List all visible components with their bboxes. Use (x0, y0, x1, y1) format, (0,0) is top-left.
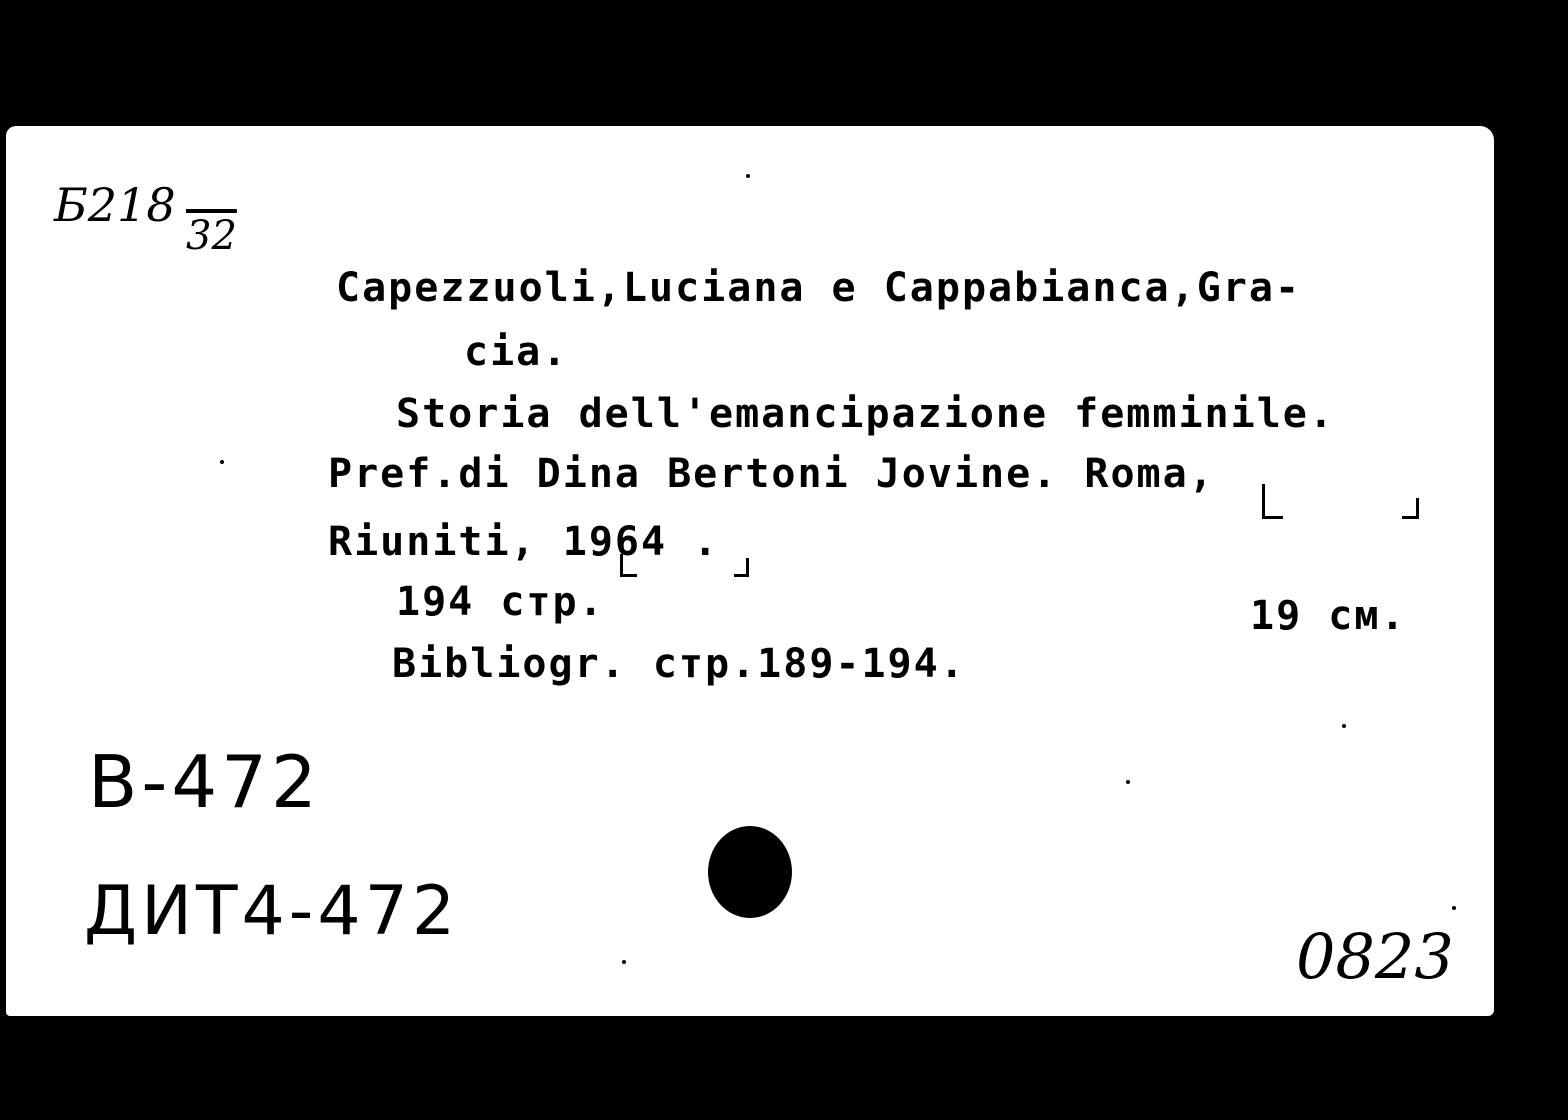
imprint-line-2: Riuniti, 1964 . (328, 519, 720, 565)
call-number-1: В-472 (88, 740, 321, 824)
speck (1342, 724, 1346, 728)
punch-hole (708, 826, 792, 918)
imprint-line-1: Pref.di Dina Bertoni Jovine. Roma, (328, 451, 1215, 497)
speck (622, 960, 626, 964)
speck (746, 174, 750, 178)
call-number-2: ДИТ4-472 (84, 872, 460, 951)
title-line: Storia dell'emancipazione femminile. (396, 391, 1335, 437)
inventory-number: 0823 (1296, 920, 1454, 993)
shelf-mark-main: Б218 (54, 178, 176, 232)
bibliography-line: Bibliogr. стр.189-194. (392, 641, 966, 687)
bracket-mark (734, 558, 749, 577)
author-line-2: cia. (464, 329, 569, 375)
bracket-mark (620, 554, 637, 577)
author-line-1: Capezzuoli,Luciana e Cappabianca,Gra- (336, 265, 1302, 311)
catalog-card (6, 126, 1494, 1016)
shelf-mark (54, 166, 274, 276)
speck (220, 460, 224, 464)
speck (1126, 780, 1130, 784)
bracket-mark (1402, 498, 1419, 519)
speck (1452, 906, 1456, 910)
shelf-mark-sub: 32 (186, 213, 237, 259)
pages-line: 194 стр. (396, 579, 605, 625)
bracket-mark (1262, 484, 1283, 519)
size-line: 19 см. (1250, 593, 1407, 639)
